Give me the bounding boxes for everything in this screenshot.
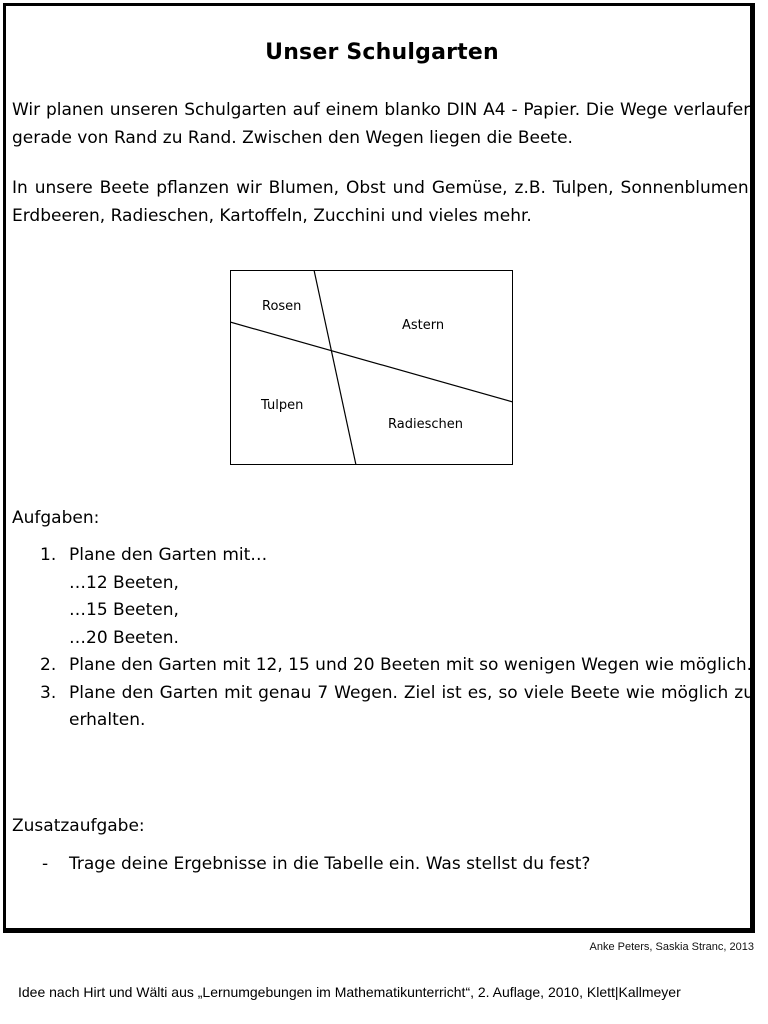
extra-task-text: Trage deine Ergebnisse in die Tabelle ein. Was stellst du fest? bbox=[69, 854, 591, 874]
bed-label-tulpen: Tulpen bbox=[261, 398, 304, 413]
task-number: 3. bbox=[40, 682, 57, 703]
intro-paragraph-1: Wir planen unseren Schulgarten auf einem blanko DIN A4 - Papier. Die Wege verlaufen gerade von Rand zu Rand. Zwischen den Wegen liegen die Beete. bbox=[12, 100, 754, 148]
source-credit: Idee nach Hirt und Wälti aus „Lernumgebungen im Mathematikunterricht“, 2. Auflage, 2010, Klett|Kallmeyer bbox=[18, 984, 681, 1000]
task-list bbox=[12, 542, 754, 735]
extra-task-bullet: - bbox=[42, 854, 49, 874]
garden-diagram bbox=[230, 270, 513, 465]
extra-task-heading: Zusatzaufgabe: bbox=[12, 816, 145, 836]
task-item bbox=[12, 652, 754, 680]
task-item bbox=[12, 680, 754, 735]
bed-label-radieschen: Radieschen bbox=[388, 417, 463, 432]
task-number: 1. bbox=[40, 545, 57, 565]
extra-task bbox=[12, 851, 754, 878]
intro-paragraph-2: In unsere Beete pflanzen wir Blumen, Obst und Gemüse, z.B. Tulpen, Sonnenblumen, Erdbeeren, Radieschen, Kartoffeln, Zucchini und vieles mehr. bbox=[12, 178, 754, 226]
task-sub-item: …20 Beeten. bbox=[69, 627, 179, 648]
task-sub-item: …12 Beeten, bbox=[69, 572, 179, 593]
authors-credit: Anke Peters, Saskia Stranc, 2013 bbox=[589, 941, 754, 953]
bed-label-rosen: Rosen bbox=[262, 299, 302, 314]
tasks-heading: Aufgaben: bbox=[12, 508, 100, 528]
bed-label-astern: Astern bbox=[402, 318, 445, 333]
task-sub-item: …15 Beeten, bbox=[69, 600, 179, 620]
task-number: 2. bbox=[40, 655, 57, 675]
task-text: Plane den Garten mit genau 7 Wegen. Ziel ist es, so viele Beete wie möglich zu erhalten. bbox=[69, 682, 754, 730]
task-item bbox=[12, 542, 754, 652]
task-text: Plane den Garten mit… bbox=[69, 545, 268, 565]
task-text: Plane den Garten mit 12, 15 und 20 Beeten mit so wenigen Wegen wie möglich. bbox=[69, 655, 753, 675]
worksheet-title: Unser Schulgarten bbox=[265, 40, 499, 65]
